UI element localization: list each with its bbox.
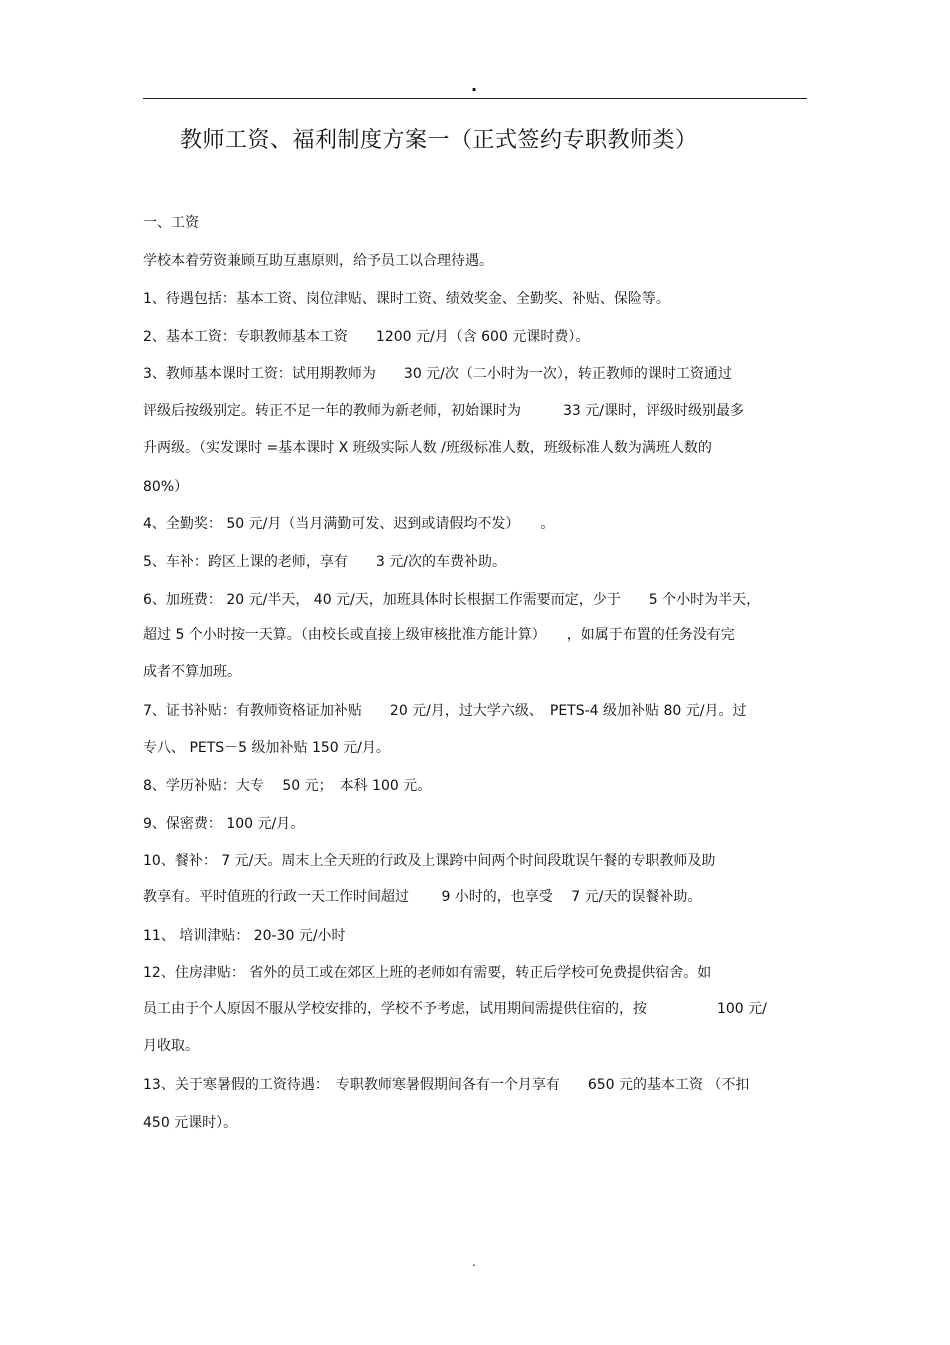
item-12-housing-allowance-line-3: 月收取。 (143, 1038, 199, 1054)
header-dot: . (471, 76, 478, 95)
item-12-housing-allowance-line-1: 12、住房津贴： 省外的员工或在郊区上班的老师如有需要，转正后学校可免费提供宿舍。如 (143, 965, 712, 981)
item-10-meal-allowance-line-1: 10、餐补： 7 元/天。周末上全天班的行政及上课跨中间两个时间段耽误午餐的专职教师及助 (143, 853, 716, 869)
item-6-overtime-line-3: 成者不算加班。 (143, 664, 241, 680)
item-13-vacation-pay-line-1: 13、关于寒暑假的工资待遇： 专职教师寒暑假期间各有一个月享有 650 元的基本工资 （不扣 (143, 1077, 750, 1093)
item-3-lesson-pay-line-3: 升两级。（实发课时 =基本课时 X 班级实际人数 /班级标准人数，班级标准人数为满班人数的 (143, 440, 712, 456)
item-3-lesson-pay-line-1: 3、教师基本课时工资：试用期教师为 30 元/次（二小时为一次），转正教师的课时工资通过 (143, 366, 732, 382)
item-7-certificate-allowance-line-2: 专八、 PETS－5 级加补贴 150 元/月。 (143, 740, 390, 756)
item-8-education-allowance: 8、学历补贴：大专 50 元； 本科 100 元。 (143, 778, 432, 794)
header-rule (143, 98, 807, 99)
item-2-base-salary: 2、基本工资：专职教师基本工资 1200 元/月（含 600 元课时费）。 (143, 329, 590, 345)
item-9-confidentiality-fee: 9、保密费： 100 元/月。 (143, 816, 305, 832)
item-7-certificate-allowance-line-1: 7、证书补贴：有教师资格证加补贴 20 元/月，过大学六级、 PETS-4 级加补贴 80 元/月。过 (143, 703, 747, 719)
item-3-lesson-pay-line-4: 80%） (143, 479, 189, 495)
item-4-attendance-bonus: 4、全勤奖： 50 元/月（当月满勤可发、迟到或请假均不发） 。 (143, 516, 555, 532)
item-10-meal-allowance-line-2: 教享有。平时值班的行政一天工作时间超过 9 小时的，也享受 7 元/天的误餐补助。 (143, 889, 702, 905)
item-6-overtime-line-2: 超过 5 个小时按一天算。（由校长或直接上级审核批准方能计算） ，如属于布置的任务没有完 (143, 627, 735, 643)
item-11-training-allowance: 11、 培训津贴： 20-30 元/小时 (143, 928, 346, 944)
item-1-benefits: 1、待遇包括：基本工资、岗位津贴、课时工资、绩效奖金、全勤奖、补贴、保险等。 (143, 291, 670, 307)
paragraph-intro: 学校本着劳资兼顾互助互惠原则，给予员工以合理待遇。 (143, 253, 493, 269)
item-3-lesson-pay-line-2: 评级后按级别定。转正不足一年的教师为新老师，初始课时为 33 元/课时，评级时级别最多 (143, 403, 744, 419)
item-6-overtime-line-1: 6、加班费： 20 元/半天， 40 元/天，加班具体时长根据工作需要而定，少于 5 个小时为半天， (143, 592, 761, 608)
section-heading-salary: 一、工资 (143, 215, 199, 231)
item-12-housing-allowance-line-2: 员工由于个人原因不服从学校安排的，学校不予考虑，试用期间需提供住宿的，按 100 元/ (143, 1001, 767, 1017)
document-title: 教师工资、福利制度方案一（正式签约专职教师类） (180, 128, 698, 153)
item-5-travel-allowance: 5、车补：跨区上课的老师，享有 3 元/次的车费补助。 (143, 554, 506, 570)
item-13-vacation-pay-line-2: 450 元课时）。 (143, 1115, 238, 1131)
footer-dot: . (472, 1255, 476, 1269)
